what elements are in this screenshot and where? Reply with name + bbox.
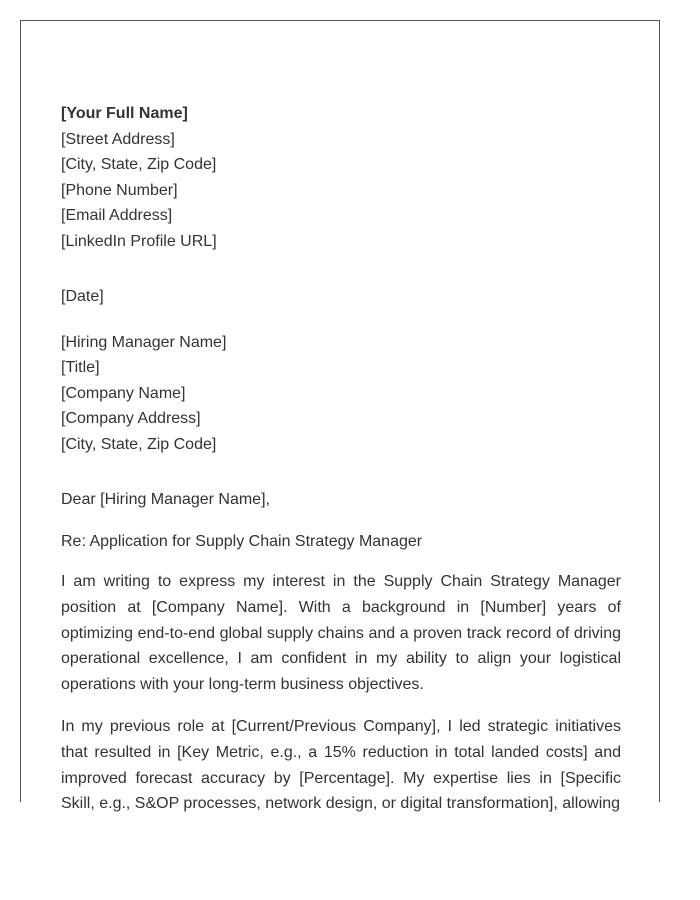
body-paragraph-1: I am writing to express my interest in the Supply Chain Strategy Manager position at [Company Name]. With a background in [Number] years of optimizing end-to-end global supply chains and a proven track record of driving operational excellence, I am confident in my ability to align your logistical operations with your long-term business objectives. [61, 573, 621, 694]
body-paragraph-2: In my previous role at [Current/Previous Company], I led strategic initiatives that resulted in [Key Metric, e.g., a 15% reduction in total landed costs] and improved forecast accuracy by [Percentage]. My expertise lies in [Specific Skill, e.g., S&OP processes, network design, or digital transformation], allowing [61, 717, 621, 813]
recipient-address: [Company Address] [61, 410, 201, 427]
re-line: Re: Application for Supply Chain Strategy Manager [61, 532, 423, 550]
recipient-name: [Hiring Manager Name] [61, 333, 227, 351]
letter-page [20, 20, 660, 813]
sender-name: [Your Full Name] [61, 105, 188, 122]
sender-linkedin: [LinkedIn Profile URL] [61, 232, 217, 250]
recipient-city-state-zip: [City, State, Zip Code] [61, 435, 217, 453]
letter-content [61, 101, 621, 833]
recipient-block [61, 330, 621, 458]
date-block [61, 284, 621, 310]
recipient-title: [Title] [61, 359, 100, 376]
sender-email: [Email Address] [61, 207, 173, 224]
sender-block [61, 101, 621, 254]
sender-street: [Street Address] [61, 130, 175, 148]
letter-date: [Date] [61, 288, 104, 305]
recipient-company: [Company Name] [61, 384, 186, 402]
salutation: Dear [Hiring Manager Name], [61, 491, 270, 508]
sender-phone: [Phone Number] [61, 181, 178, 199]
sender-city-state-zip: [City, State, Zip Code] [61, 156, 217, 173]
